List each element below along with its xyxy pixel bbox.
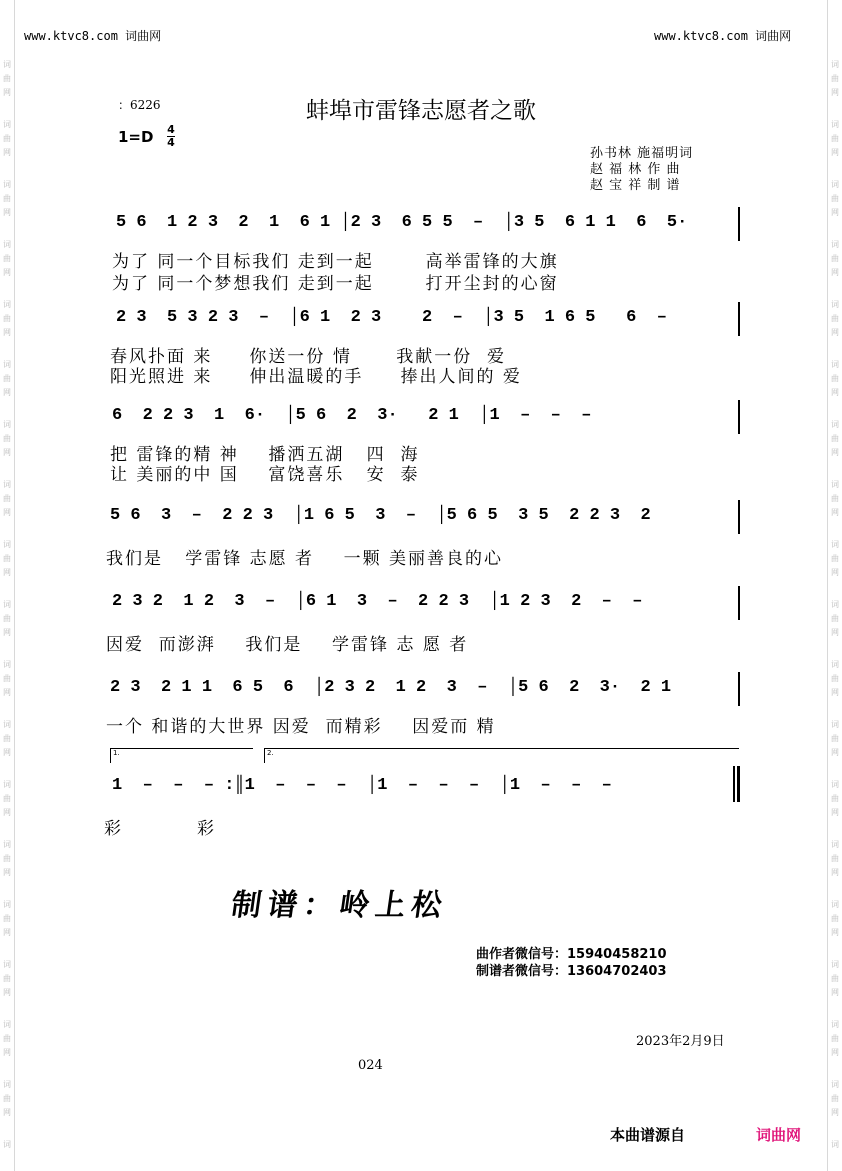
first-ending-bracket bbox=[110, 748, 253, 763]
watermark-glyph: 曲 bbox=[3, 374, 11, 383]
final-barline-thin bbox=[733, 766, 735, 802]
watermark-glyph: 曲 bbox=[831, 854, 839, 863]
watermark-glyph: 曲 bbox=[831, 314, 839, 323]
score-system-4 bbox=[0, 498, 842, 568]
watermark-glyph: 词 bbox=[831, 480, 839, 489]
lyric-line-verse-2: 为了 同一个梦想我们 走到一起 打开尘封的心窗 bbox=[112, 274, 559, 294]
watermark-glyph: 网 bbox=[831, 508, 839, 517]
notation-line: 2 3 2 1 1 6 5 6 │2 3 2 1 2 3 – │5 6 2 3· 2 1 bbox=[110, 678, 672, 697]
watermark-glyph: 曲 bbox=[831, 1094, 839, 1103]
barline bbox=[738, 207, 740, 241]
watermark-glyph: 曲 bbox=[831, 914, 839, 923]
watermark-glyph: 网 bbox=[3, 328, 11, 337]
watermark-glyph: 网 bbox=[831, 928, 839, 937]
lyric-line: 我们是 学雷锋 志愿 者 一颗 美丽善良的心 bbox=[106, 549, 504, 569]
watermark-glyph: 网 bbox=[3, 1048, 11, 1057]
arranger-wechat: 制谱者微信号：13604702403 bbox=[476, 964, 667, 979]
watermark-glyph: 网 bbox=[831, 568, 839, 577]
watermark-glyph: 曲 bbox=[3, 974, 11, 983]
watermark-glyph: 网 bbox=[831, 1108, 839, 1117]
watermark-glyph: 曲 bbox=[831, 794, 839, 803]
watermark-glyph: 曲 bbox=[831, 74, 839, 83]
watermark-glyph: 词 bbox=[831, 780, 839, 789]
watermark-glyph: 曲 bbox=[3, 854, 11, 863]
watermark-glyph: 词 bbox=[3, 180, 11, 189]
source-brand-link[interactable]: 词曲网 bbox=[756, 1126, 802, 1144]
watermark-glyph: 网 bbox=[831, 148, 839, 157]
watermark-glyph: 词 bbox=[831, 420, 839, 429]
barline bbox=[738, 302, 740, 336]
watermark-glyph: 词 bbox=[3, 660, 11, 669]
watermark-glyph: 词 bbox=[3, 960, 11, 969]
watermark-glyph: 词 bbox=[831, 660, 839, 669]
handwritten-arranger-signature: 制谱：岭上松 bbox=[229, 888, 450, 923]
watermark-glyph: 词 bbox=[831, 600, 839, 609]
watermark-glyph: 词 bbox=[3, 240, 11, 249]
site-link-right[interactable] bbox=[654, 27, 791, 44]
watermark-glyph: 网 bbox=[3, 628, 11, 637]
credit-lyricist: 孙书林 施福明词 bbox=[590, 146, 694, 161]
watermark-glyph: 曲 bbox=[831, 554, 839, 563]
watermark-glyph: 词 bbox=[831, 900, 839, 909]
page-number: 024 bbox=[358, 1058, 383, 1073]
watermark-glyph: 网 bbox=[831, 808, 839, 817]
watermark-glyph: 词 bbox=[3, 480, 11, 489]
watermark-glyph: 曲 bbox=[831, 194, 839, 203]
watermark-glyph: 网 bbox=[831, 88, 839, 97]
watermark-glyph: 曲 bbox=[3, 74, 11, 83]
watermark-glyph: 词 bbox=[3, 360, 11, 369]
watermark-glyph: 网 bbox=[3, 388, 11, 397]
watermark-glyph: 曲 bbox=[831, 134, 839, 143]
watermark-glyph: 网 bbox=[831, 688, 839, 697]
credit-composer: 赵 福 林 作 曲 bbox=[590, 162, 681, 177]
watermark-glyph: 曲 bbox=[3, 794, 11, 803]
watermark-glyph: 词 bbox=[3, 900, 11, 909]
watermark-glyph: 网 bbox=[3, 148, 11, 157]
time-signature bbox=[166, 124, 176, 149]
barline bbox=[738, 672, 740, 706]
watermark-glyph: 网 bbox=[3, 928, 11, 937]
watermark-glyph: 曲 bbox=[3, 914, 11, 923]
watermark-glyph: 网 bbox=[3, 1108, 11, 1117]
watermark-glyph: 曲 bbox=[3, 194, 11, 203]
site-link-left[interactable] bbox=[24, 27, 161, 44]
watermark-glyph: 曲 bbox=[3, 314, 11, 323]
lyric-line-verse-2: 让 美丽的中 国 富饶喜乐 安 泰 bbox=[110, 465, 420, 485]
second-ending-bracket bbox=[264, 748, 739, 763]
song-title: 蚌埠市雷锋志愿者之歌 bbox=[306, 98, 536, 124]
watermark-glyph: 曲 bbox=[3, 1094, 11, 1103]
watermark-glyph: 网 bbox=[3, 448, 11, 457]
time-bottom: 4 bbox=[167, 136, 175, 149]
lyric-line: 一个 和谐的大世界 因爱 而精彩 因爱而 精 bbox=[106, 717, 496, 737]
notation-line: 5 6 3 – 2 2 3 │1 6 5 3 – │5 6 5 3 5 2 2 3 2 bbox=[110, 506, 651, 525]
watermark-glyph: 曲 bbox=[831, 254, 839, 263]
watermark-glyph: 词 bbox=[3, 1140, 11, 1149]
score-system-7 bbox=[0, 748, 842, 839]
watermark-glyph: 词 bbox=[3, 840, 11, 849]
notation-line: 6 2 2 3 1 6· │5 6 2 3· 2 1 │1 – – – bbox=[112, 406, 592, 425]
watermark-glyph: 词 bbox=[3, 1020, 11, 1029]
watermark-glyph: 曲 bbox=[831, 734, 839, 743]
watermark-glyph: 曲 bbox=[831, 434, 839, 443]
site-url-right[interactable]: www.ktvc8.com bbox=[654, 29, 748, 43]
barline bbox=[738, 586, 740, 620]
watermark-glyph: 网 bbox=[831, 448, 839, 457]
song-number: ：6226 bbox=[118, 98, 161, 112]
watermark-glyph: 网 bbox=[3, 208, 11, 217]
notation-line: 5 6 1 2 3 2 1 6 1 │2 3 6 5 5 – │3 5 6 1 1 6 5· bbox=[116, 213, 688, 232]
final-barline-thick bbox=[737, 766, 740, 802]
credit-arranger: 赵 宝 祥 制 谱 bbox=[590, 178, 681, 193]
watermark-glyph: 曲 bbox=[831, 1034, 839, 1043]
score-system-6 bbox=[0, 670, 842, 740]
watermark-glyph: 曲 bbox=[831, 674, 839, 683]
watermark-glyph: 词 bbox=[3, 1080, 11, 1089]
watermark-glyph: 词 bbox=[831, 120, 839, 129]
notation-line: 2 3 2 1 2 3 – │6 1 3 – 2 2 3 │1 2 3 2 – – bbox=[112, 592, 643, 611]
lyric-line-verse-1: 为了 同一个目标我们 走到一起 高举雷锋的大旗 bbox=[112, 252, 559, 272]
watermark-glyph: 网 bbox=[831, 1048, 839, 1057]
watermark-glyph: 曲 bbox=[3, 134, 11, 143]
site-name-right[interactable]: 词曲网 bbox=[755, 29, 792, 43]
watermark-glyph: 词 bbox=[3, 780, 11, 789]
watermark-glyph: 网 bbox=[831, 268, 839, 277]
watermark-glyph: 词 bbox=[831, 720, 839, 729]
watermark-glyph: 词 bbox=[831, 240, 839, 249]
watermark-glyph: 词 bbox=[831, 1140, 839, 1149]
watermark-glyph: 词 bbox=[3, 540, 11, 549]
site-url-left[interactable]: www.ktvc8.com bbox=[24, 29, 118, 43]
watermark-glyph: 曲 bbox=[3, 254, 11, 263]
watermark-glyph: 曲 bbox=[3, 734, 11, 743]
score-system-3 bbox=[0, 398, 842, 485]
watermark-glyph: 网 bbox=[831, 868, 839, 877]
watermark-glyph: 曲 bbox=[3, 1034, 11, 1043]
watermark-glyph: 网 bbox=[831, 988, 839, 997]
watermark-glyph: 网 bbox=[3, 748, 11, 757]
lyric-line-verse-2: 阳光照进 来 伸出温暖的手 捧出人间的 爱 bbox=[110, 367, 522, 387]
site-name-left[interactable]: 词曲网 bbox=[125, 29, 162, 43]
composer-wechat: 曲作者微信号：15940458210 bbox=[476, 947, 667, 962]
watermark-glyph: 网 bbox=[831, 628, 839, 637]
watermark-glyph: 曲 bbox=[831, 974, 839, 983]
time-top: 4 bbox=[167, 123, 175, 136]
watermark-glyph: 曲 bbox=[3, 494, 11, 503]
watermark-glyph: 曲 bbox=[3, 554, 11, 563]
watermark-glyph: 曲 bbox=[3, 434, 11, 443]
watermark-glyph: 词 bbox=[831, 60, 839, 69]
watermark-glyph: 网 bbox=[3, 808, 11, 817]
second-ending-label: 2. bbox=[267, 749, 274, 757]
watermark-glyph: 网 bbox=[3, 568, 11, 577]
watermark-glyph: 曲 bbox=[831, 494, 839, 503]
source-label: 本曲谱源自 bbox=[610, 1126, 686, 1144]
lyric-line-verse-1: 春风扑面 来 你送一份 情 我献一份 爱 bbox=[110, 347, 507, 367]
score-system-2 bbox=[0, 300, 842, 387]
watermark-glyph: 网 bbox=[3, 88, 11, 97]
watermark-glyph: 网 bbox=[831, 748, 839, 757]
notation-line: 2 3 5 3 2 3 – │6 1 2 3 2 – │3 5 1 6 5 6 – bbox=[116, 308, 667, 327]
watermark-glyph: 网 bbox=[831, 208, 839, 217]
watermark-glyph: 词 bbox=[3, 120, 11, 129]
watermark-glyph: 词 bbox=[3, 420, 11, 429]
watermark-glyph: 词 bbox=[831, 1080, 839, 1089]
first-ending-label: 1. bbox=[113, 749, 120, 757]
watermark-glyph: 词 bbox=[3, 60, 11, 69]
barline bbox=[738, 500, 740, 534]
watermark-glyph: 网 bbox=[831, 328, 839, 337]
watermark-glyph: 曲 bbox=[831, 374, 839, 383]
watermark-glyph: 词 bbox=[831, 180, 839, 189]
lyric-line: 因爱 而澎湃 我们是 学雷锋 志 愿 者 bbox=[106, 635, 469, 655]
watermark-glyph: 词 bbox=[3, 600, 11, 609]
watermark-glyph: 网 bbox=[831, 388, 839, 397]
date-text: 2023年2月9日 bbox=[636, 1034, 725, 1049]
watermark-glyph: 曲 bbox=[3, 614, 11, 623]
watermark-glyph: 曲 bbox=[3, 674, 11, 683]
watermark-glyph: 词 bbox=[831, 540, 839, 549]
watermark-glyph: 网 bbox=[3, 688, 11, 697]
lyric-line: 彩 彩 bbox=[104, 819, 217, 839]
notation-line: 1 – – – :║1 – – – │1 – – – │1 – – – bbox=[112, 776, 612, 795]
watermark-glyph: 网 bbox=[3, 268, 11, 277]
watermark-glyph: 网 bbox=[3, 868, 11, 877]
key-signature: 1=D bbox=[118, 128, 154, 146]
watermark-glyph: 词 bbox=[3, 720, 11, 729]
watermark-glyph: 词 bbox=[831, 300, 839, 309]
barline bbox=[738, 400, 740, 434]
watermark-glyph: 词 bbox=[831, 1020, 839, 1029]
watermark-glyph: 词 bbox=[831, 360, 839, 369]
score-system-1 bbox=[0, 205, 842, 294]
watermark-glyph: 网 bbox=[3, 988, 11, 997]
lyric-line-verse-1: 把 雷锋的精 神 播洒五湖 四 海 bbox=[110, 445, 420, 465]
watermark-glyph: 曲 bbox=[831, 614, 839, 623]
watermark-glyph: 词 bbox=[831, 960, 839, 969]
watermark-glyph: 词 bbox=[831, 840, 839, 849]
watermark-glyph: 词 bbox=[3, 300, 11, 309]
watermark-glyph: 网 bbox=[3, 508, 11, 517]
score-system-5 bbox=[0, 584, 842, 654]
